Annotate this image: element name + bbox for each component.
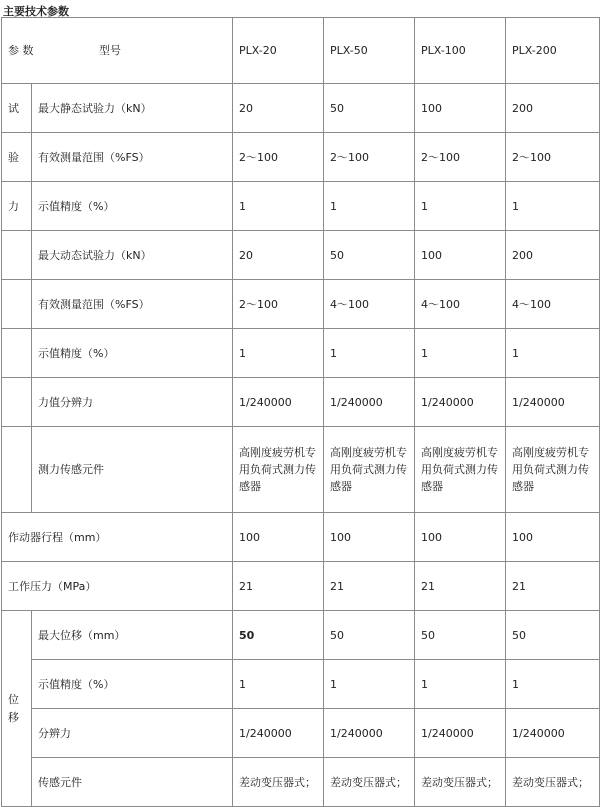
cell: 1 [233, 182, 324, 231]
cell: 100 [233, 513, 324, 562]
cell: 1/240000 [233, 378, 324, 427]
table-row [2, 231, 600, 280]
row-label: 测力传感元件 [32, 427, 233, 513]
cell: 50 [324, 231, 415, 280]
row-label: 示值精度（%） [32, 182, 233, 231]
model-3: PLX-100 [415, 18, 506, 84]
empty-group-cell [2, 231, 32, 280]
cell: 21 [506, 562, 600, 611]
cell: 50 [506, 611, 600, 660]
empty-group-cell [2, 378, 32, 427]
table-row [2, 709, 600, 758]
force-group-char-1: 试 [2, 84, 32, 133]
cell: 差动变压器式； [506, 758, 600, 807]
table-row [2, 329, 600, 378]
cell: 2～100 [233, 280, 324, 329]
cell: 1/240000 [506, 709, 600, 758]
cell: 1/240000 [415, 378, 506, 427]
cell: 4～100 [324, 280, 415, 329]
table-row [2, 758, 600, 807]
cell: 1/240000 [506, 378, 600, 427]
cell: 差动变压器式； [415, 758, 506, 807]
table-row [2, 84, 600, 133]
cell: 200 [506, 84, 600, 133]
table-row [2, 611, 600, 660]
force-group-char-3: 力 [2, 182, 32, 231]
cell: 1 [324, 660, 415, 709]
disp-group-char-2: 移 [8, 710, 19, 724]
cell: 1/240000 [233, 709, 324, 758]
force-group-char-2: 验 [2, 133, 32, 182]
cell: 21 [324, 562, 415, 611]
row-label: 力值分辨力 [32, 378, 233, 427]
cell: 1 [506, 182, 600, 231]
table-row [2, 513, 600, 562]
table-row [2, 562, 600, 611]
row-label: 有效测量范围（%FS） [32, 133, 233, 182]
header-param-model [2, 18, 233, 84]
cell: 100 [415, 84, 506, 133]
model-4: PLX-200 [506, 18, 600, 84]
cell: 50 [415, 611, 506, 660]
cell: 1 [233, 329, 324, 378]
cell: 1/240000 [415, 709, 506, 758]
row-label: 最大静态试验力（kN） [32, 84, 233, 133]
cell: 100 [506, 513, 600, 562]
empty-group-cell [2, 427, 32, 513]
model-2: PLX-50 [324, 18, 415, 84]
empty-group-cell [2, 329, 32, 378]
table-row [2, 133, 600, 182]
cell: 1 [415, 660, 506, 709]
model-label: 型号 [99, 44, 121, 57]
disp-group-char-1: 位 [8, 692, 19, 706]
cell: 高刚度疲劳机专用负荷式测力传感器 [506, 427, 600, 513]
cell: 4～100 [506, 280, 600, 329]
cell: 100 [415, 513, 506, 562]
row-label: 示值精度（%） [32, 329, 233, 378]
cell: 高刚度疲劳机专用负荷式测力传感器 [415, 427, 506, 513]
cell: 1 [233, 660, 324, 709]
cell: 50 [233, 611, 324, 660]
cell: 21 [233, 562, 324, 611]
model-1: PLX-20 [233, 18, 324, 84]
spec-table [1, 17, 600, 807]
cell: 2～100 [324, 133, 415, 182]
table-header-row [2, 18, 600, 84]
cell: 1 [415, 329, 506, 378]
table-row [2, 427, 600, 513]
cell: 1 [324, 182, 415, 231]
cell: 50 [324, 84, 415, 133]
cell: 差动变压器式； [324, 758, 415, 807]
table-row [2, 378, 600, 427]
table-row [2, 280, 600, 329]
cell: 200 [506, 231, 600, 280]
row-label: 有效测量范围（%FS） [32, 280, 233, 329]
row-label: 示值精度（%） [32, 660, 233, 709]
cell: 高刚度疲劳机专用负荷式测力传感器 [324, 427, 415, 513]
row-label: 最大动态试验力（kN） [32, 231, 233, 280]
param-label: 参 数 [8, 44, 34, 57]
table-row [2, 182, 600, 231]
cell: 20 [233, 84, 324, 133]
row-label: 工作压力（MPa） [2, 562, 233, 611]
cell: 50 [324, 611, 415, 660]
cell: 1 [324, 329, 415, 378]
cell: 1 [506, 329, 600, 378]
row-label: 最大位移（mm） [32, 611, 233, 660]
cell: 1/240000 [324, 709, 415, 758]
cell: 1/240000 [324, 378, 415, 427]
cell: 100 [415, 231, 506, 280]
empty-group-cell [2, 280, 32, 329]
cell: 4～100 [415, 280, 506, 329]
cell: 20 [233, 231, 324, 280]
cell: 21 [415, 562, 506, 611]
cell: 2～100 [506, 133, 600, 182]
cell: 2～100 [233, 133, 324, 182]
cell: 2～100 [415, 133, 506, 182]
row-label: 传感元件 [32, 758, 233, 807]
section-title: 主要技术参数 [3, 5, 69, 18]
table-row [2, 660, 600, 709]
cell: 1 [506, 660, 600, 709]
row-label: 分辨力 [32, 709, 233, 758]
cell: 1 [415, 182, 506, 231]
cell: 差动变压器式； [233, 758, 324, 807]
row-label: 作动器行程（mm） [2, 513, 233, 562]
cell: 高刚度疲劳机专用负荷式测力传感器 [233, 427, 324, 513]
displacement-group-cell [2, 611, 32, 807]
cell: 100 [324, 513, 415, 562]
